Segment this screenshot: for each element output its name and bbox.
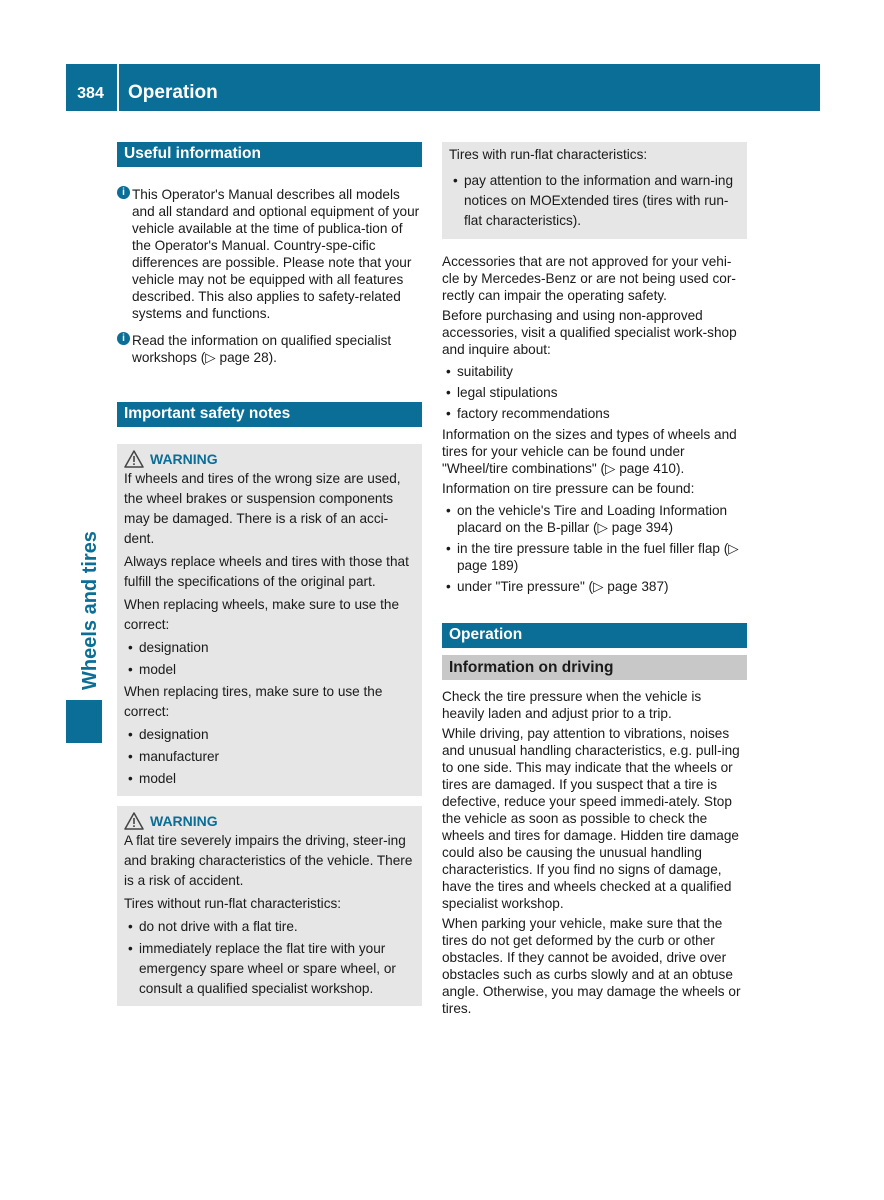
section-heading-operation: Operation: [442, 623, 747, 648]
paragraph: While driving, pay attention to vibrations, noises and unusual handling characteristics, e.g. pull-ing to one side. This may indicate that the wheels or tires are damaged. If you suspect that a tire is defective, reduce your speed immedi-ately. Stop the vehicle as soon as possible to check the wheels and tires for damage. Hidden tire damage could also be causing the unusual handling characteristics. If you find no signs of damage, have the tires and wheels checked at a qualified specialist workshop.: [442, 726, 740, 911]
warning-triangle-icon: [124, 450, 144, 468]
list-item: • do not drive with a flat tire.: [124, 917, 415, 937]
warning-heading: [124, 811, 415, 831]
info-note: [117, 186, 422, 322]
list-item: • under "Tire pressure" (▷ page 387): [442, 578, 747, 595]
warning-text: If wheels and tires of the wrong size are used, the wheel brakes or suspension components may be damaged. There is a risk of an acci-dent.: [124, 471, 401, 546]
paragraph: Before purchasing and using non-approved accessories, visit a qualified specialist work-shop and inquire about:: [442, 308, 737, 357]
body-text: [442, 253, 747, 595]
list-item: • model: [124, 660, 415, 680]
warning-title: WARNING: [150, 813, 218, 829]
left-column: [117, 142, 422, 1006]
info-icon: i: [117, 332, 130, 345]
side-tab-label: Wheels and tires: [79, 531, 101, 690]
paragraph: Information on tire pressure can be found:: [442, 481, 695, 496]
list-item: • model: [124, 769, 415, 789]
warning-title: WARNING: [150, 451, 218, 467]
warning-box: [117, 806, 422, 1006]
list-item: • suitability: [442, 363, 747, 380]
list-item: • immediately replace the flat tire with your emergency spare wheel or spare wheel, or consult a qualified specialist workshop.: [124, 939, 415, 999]
info-icon: i: [117, 186, 130, 199]
side-tab-marker: [66, 700, 102, 743]
paragraph: When parking your vehicle, make sure that the tires do not get deformed by the curb or other obstacles. If they cannot be avoided, drive over obstacles such as curbs slowly and at an obtuse angle. Otherwise, you may damage the wheels or tires.: [442, 916, 741, 1016]
section-heading-safety-notes: Important safety notes: [117, 402, 422, 427]
list-item: • in the tire pressure table in the fuel filler flap (▷ page 189): [442, 540, 747, 574]
info-note-text: Read the information on qualified specialist workshops (▷ page 28).: [132, 333, 392, 365]
info-note-text: This Operator's Manual describes all models and all standard and optional equipment of your vehicle available at the time of publica-tion of the Operator's Manual. Country-spe-cific differences are possible. Please note that your vehicle may not be equipped with all features described. This also applies to safety-related systems and functions.: [132, 187, 420, 321]
warning-box: [117, 444, 422, 796]
header-divider: [117, 64, 119, 111]
list-item: • legal stipulations: [442, 384, 747, 401]
section-heading-useful-information: Useful information: [117, 142, 422, 167]
list-item: • on the vehicle's Tire and Loading Information placard on the B-pillar (▷ page 394): [442, 502, 747, 536]
warning-triangle-icon: [124, 812, 144, 830]
list-item: • manufacturer: [124, 747, 415, 767]
paragraph: Check the tire pressure when the vehicle is heavily laden and adjust prior to a trip.: [442, 689, 702, 721]
warning-text: When replacing wheels, make sure to use the correct:: [124, 597, 400, 632]
right-column: [442, 142, 747, 1020]
subsection-heading-driving: Information on driving: [442, 655, 747, 680]
body-text: [442, 688, 747, 1017]
page-title: Operation: [128, 82, 218, 103]
warning-text: When replacing tires, make sure to use the correct:: [124, 684, 383, 719]
page-number: 384: [77, 85, 104, 102]
list-item: • pay attention to the information and warn-ing notices on MOExtended tires (tires with run-flat characteristics).: [449, 171, 740, 231]
warning-text: Always replace wheels and tires with those that fulfill the specifications of the original part.: [124, 554, 409, 589]
warning-box-continued: [442, 142, 747, 239]
paragraph: Accessories that are not approved for your vehi-cle by Mercedes-Benz or are not being used cor-rectly can impair the operating safety.: [442, 254, 736, 303]
list-item: • designation: [124, 638, 415, 658]
warning-heading: [124, 449, 415, 469]
page-header: [66, 64, 820, 111]
list-item: • factory recommendations: [442, 405, 747, 422]
list-item: • designation: [124, 725, 415, 745]
warning-text: Tires with run-flat characteristics:: [449, 147, 648, 162]
info-note: [117, 332, 422, 366]
paragraph: Information on the sizes and types of wheels and tires for your vehicle can be found under "Wheel/tire combinations" (▷ page 410).: [442, 427, 737, 476]
warning-text: A flat tire severely impairs the driving, steer-ing and braking characteristics of the vehicle. There is a risk of accident.: [124, 833, 413, 888]
warning-text: Tires without run-flat characteristics:: [124, 896, 342, 911]
